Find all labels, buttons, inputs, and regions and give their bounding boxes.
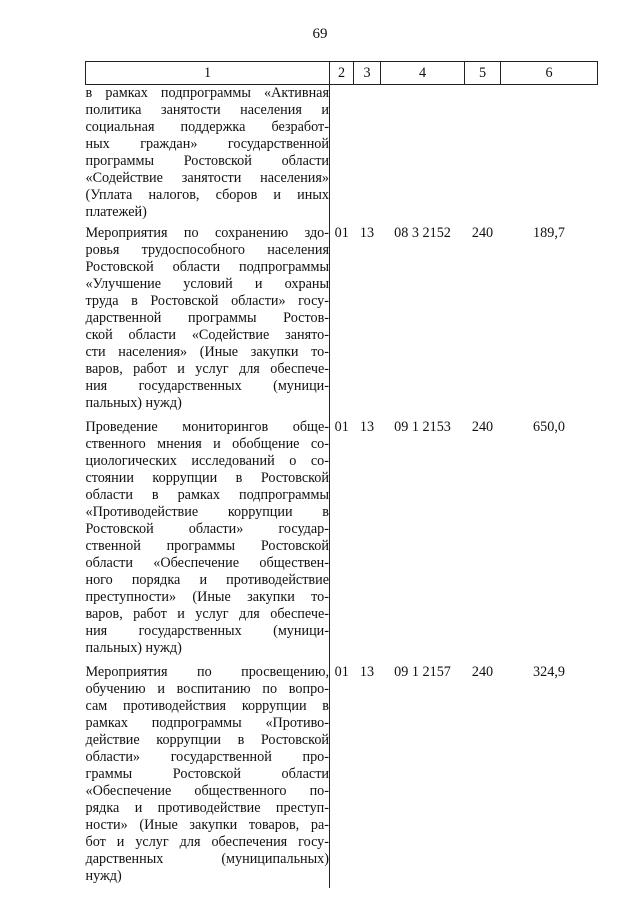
description-line: Мероприятия по просвещению, <box>85 664 329 680</box>
description-line: «Обеспечение общественного по- <box>85 783 329 799</box>
description-line: в рамках подпрограммы «Активная <box>85 85 329 101</box>
description-line: сти населения» (Иные закупки то- <box>85 344 329 360</box>
item-description <box>86 415 330 660</box>
item-description <box>86 85 330 222</box>
table-row <box>86 415 598 660</box>
vr-cell <box>465 85 501 222</box>
description-line: политика занятости населения и <box>85 102 329 118</box>
csr-cell: 09 1 2153 <box>394 419 451 435</box>
description-line: ния государственных (муници- <box>85 378 329 394</box>
pr-cell: 13 <box>359 419 375 435</box>
description-line: обучению и воспитанию по вопро- <box>85 681 329 697</box>
header-cell-1: 1 <box>86 62 330 85</box>
description-line: области» государственной про- <box>85 749 329 765</box>
description-line: ного порядка и противодействие <box>85 572 329 588</box>
description-line: Ростовской области» государ- <box>85 521 329 537</box>
amount-cell: 324,9 <box>533 664 565 680</box>
description-line: «Противодействие коррупции в <box>85 504 329 520</box>
table-row <box>86 660 598 888</box>
amount-cell <box>501 85 598 222</box>
description-line: бот и услуг для обеспечения госу- <box>85 834 329 850</box>
description-line: ровья трудоспособного населения <box>85 242 329 258</box>
item-description <box>86 221 330 415</box>
pr-cell: 13 <box>359 225 375 241</box>
description-line: стоянии коррупции в Ростовской <box>85 470 329 486</box>
description-line: области «Обеспечение обществен- <box>85 555 329 571</box>
table-row <box>86 221 598 415</box>
description-line: Ростовской области подпрограммы <box>85 259 329 275</box>
header-cell-5: 5 <box>465 62 501 85</box>
description-line: социальная поддержка безработ- <box>85 119 329 135</box>
description-line: ния государственных (муници- <box>85 623 329 639</box>
description-line: циологических исследований о со- <box>85 453 329 469</box>
description-line: Мероприятия по сохранению здо- <box>85 225 329 241</box>
header-cell-3: 3 <box>354 62 381 85</box>
header-row <box>86 62 598 85</box>
description-line: платежей) <box>85 204 147 220</box>
pr-cell <box>354 85 381 222</box>
budget-table <box>85 61 598 888</box>
csr-cell: 09 1 2157 <box>394 664 451 680</box>
description-line: ственной программы Ростовской <box>85 538 329 554</box>
vr-cell: 240 <box>471 664 494 680</box>
description-line: варов, работ и услуг для обеспече- <box>85 361 329 377</box>
description-line: ных граждан» государственной <box>85 136 329 152</box>
pr-cell: 13 <box>359 664 375 680</box>
header-cell-4: 4 <box>381 62 465 85</box>
header-cell-6: 6 <box>501 62 598 85</box>
description-line: ственного мнения и обобщение со- <box>85 436 329 452</box>
description-line: рамках подпрограммы «Противо- <box>85 715 329 731</box>
description-line: варов, работ и услуг для обеспече- <box>85 606 329 622</box>
description-line: «Улучшение условий и охраны <box>85 276 329 292</box>
rz-cell: 01 <box>334 664 349 680</box>
rz-cell: 01 <box>334 419 349 435</box>
header-cell-2: 2 <box>330 62 354 85</box>
vr-cell: 240 <box>471 225 494 241</box>
description-line: «Содействие занятости населения» <box>85 170 329 186</box>
description-line: программы Ростовской области <box>85 153 329 169</box>
csr-cell <box>381 85 465 222</box>
description-line: Проведение мониторингов обще- <box>85 419 329 435</box>
item-description <box>86 660 330 888</box>
description-line: дарственных (муниципальных) <box>85 851 329 867</box>
rz-cell: 01 <box>334 225 349 241</box>
vr-cell: 240 <box>471 419 494 435</box>
description-line: пальных) нужд) <box>85 640 182 656</box>
description-line: области в рамках подпрограммы <box>85 487 329 503</box>
description-line: ности» (Иные закупки товаров, ра- <box>85 817 329 833</box>
description-line: граммы Ростовской области <box>85 766 329 782</box>
rz-cell <box>330 85 354 222</box>
description-line: действие коррупции в Ростовской <box>85 732 329 748</box>
amount-cell: 189,7 <box>533 225 565 241</box>
page-number: 69 <box>312 26 328 42</box>
description-line: (Уплата налогов, сборов и иных <box>85 187 329 203</box>
csr-cell: 08 3 2152 <box>394 225 451 241</box>
description-line: преступности» (Иные закупки то- <box>85 589 329 605</box>
description-line: рядка и противодействие преступ- <box>85 800 329 816</box>
table-row-continuation <box>86 85 598 222</box>
description-line: ской области «Содействие занято- <box>85 327 329 343</box>
description-line: нужд) <box>85 868 122 884</box>
description-line: дарственной программы Ростов- <box>85 310 329 326</box>
description-line: пальных) нужд) <box>85 395 182 411</box>
description-line: сам противодействия коррупции в <box>85 698 329 714</box>
amount-cell: 650,0 <box>533 419 565 435</box>
description-line: труда в Ростовской области» госу- <box>85 293 329 309</box>
